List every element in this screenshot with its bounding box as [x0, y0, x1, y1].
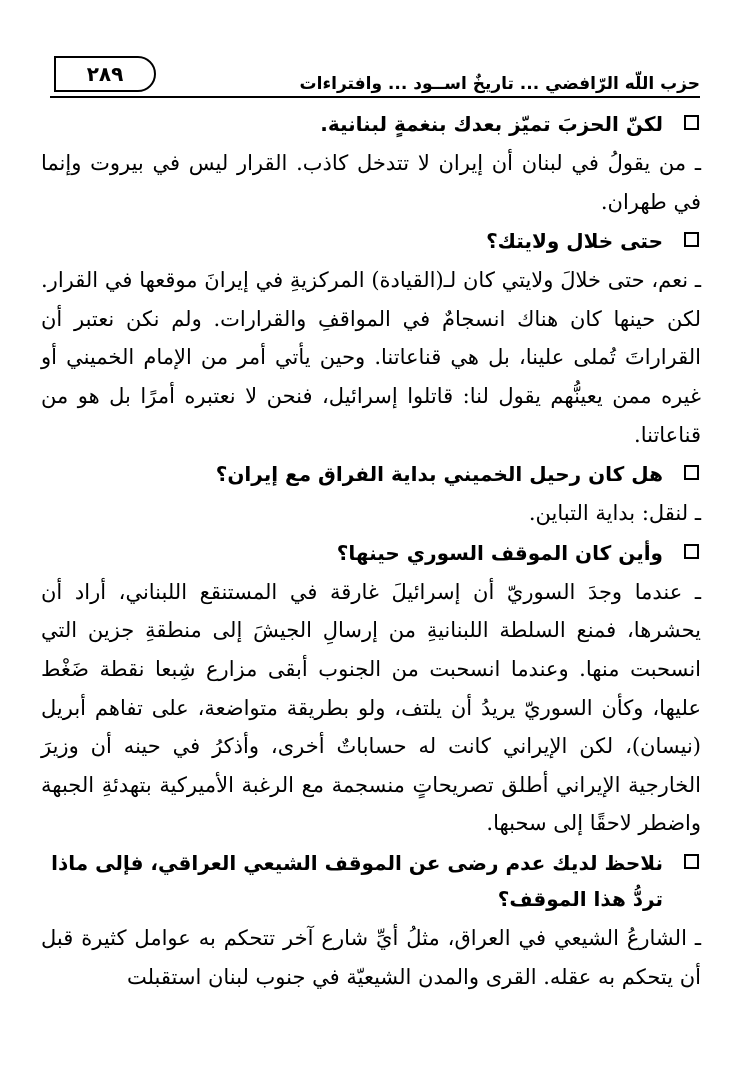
question-square-icon — [684, 544, 699, 559]
question-square-icon — [684, 115, 699, 130]
question — [41, 845, 701, 917]
question-text: حتى خلال ولايتك؟ — [486, 229, 663, 254]
page-number: ٢٨٩ — [54, 56, 156, 92]
question-text: لكنّ الحزبَ تميّز بعدك بنغمةٍ لبنانية. — [320, 112, 663, 136]
question — [41, 535, 701, 571]
running-title: حزب اللّه الرّافضي ... تاريخٌ اســود ... وافتراءات — [299, 74, 700, 94]
question-text: وأين كان الموقف السوري حينها؟ — [336, 540, 663, 565]
answer: ـ لنقل: بداية التباين. — [528, 501, 701, 526]
answer: ـ الشارعُ الشيعي في العراق، مثلُ أيِّ شارع آخر تتحكم به عوامل كثيرة قبل أن يتحكم به عقله. القرى والمدن الشيعيّة في جنوب لبنان استقبلت — [41, 925, 701, 989]
question-square-icon — [684, 232, 699, 247]
question-text: نلاحظ لديك عدم رضى عن الموقف الشيعي العراقي، فإلى ماذا تردُّ هذا الموقف؟ — [51, 850, 663, 911]
question — [41, 223, 701, 259]
question-text: هل كان رحيل الخميني بداية الفراق مع إيران؟ — [215, 462, 663, 487]
question-square-icon — [684, 465, 699, 480]
answer: ـ نعم، حتى خلالَ ولايتي كان لـ(القيادة) المركزيةِ في إيرانَ موقعها في القرار. لكن حينها كان هناك انسجامٌ في المواقفِ والقرارات. ولم نكن نعتبر أن القراراتَ تُملى علينا، بل هي قناعاتنا. وحين يأتي أمر من الإمام الخميني أو غيره ممن يعينُّهم يقول لنا: قاتلوا إسرائيل، فنحن لا نعتبره أمرًا بل هو من قناعاتنا. — [41, 268, 701, 447]
question — [41, 456, 701, 492]
header-rule — [50, 96, 700, 98]
answer: ـ من يقولُ في لبنان أن إيران لا تتدخل كاذب. القرار ليس في بيروت وإنما في طهران. — [41, 151, 701, 214]
question-square-icon — [684, 854, 699, 869]
interview-content — [41, 104, 701, 998]
answer: ـ عندما وجدَ السوريّ أن إسرائيلَ غارقة في المستنقع اللبناني، أراد أن يحشرها، فمنع السلطة اللبنانيةِ من إرسالِ الجيشَ إلى منطقةِ جزين التي انسحبت منها. وعندما انسحبت من الجنوب أبقى مزارع شِبعا نقطة ضَغْط عليها، وكأن السوريّ يريدُ أن يلتف، ولو بطريقة متواضعة، على تفاهم أبريل (نيسان)، لكن الإيراني كانت له حساباتٌ أخرى، وأذكرُ في حينه أن وزيرَ الخارجية الإيراني أطلق تصريحاتٍ منسجمة مع الرغبة الأميركية بتهدئةِ الجبهة واضطر لاحقًا إلى سحبها. — [41, 579, 701, 836]
question — [41, 106, 701, 142]
page-header — [50, 52, 700, 98]
